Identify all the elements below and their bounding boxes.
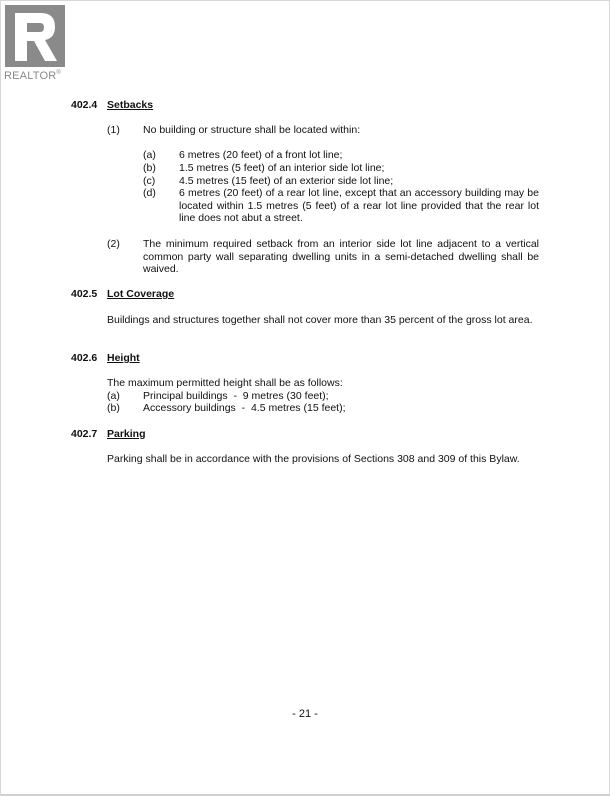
- section-title: Height: [107, 352, 140, 364]
- height-item-b: [107, 402, 539, 416]
- section-number: 402.7: [71, 428, 98, 440]
- setback-subitem-a: [143, 149, 539, 163]
- item-label: (1): [107, 124, 120, 136]
- height-intro-text: The maximum permitted height shall be as follows:: [107, 377, 343, 389]
- subitem-text: 6 metres (20 feet) of a rear lot line, except that an accessory building may be located within 1.5 metres (5 feet) of a rear lot line provided that the rear lot line does not abut a street.: [179, 187, 539, 224]
- logo-text: REALTOR: [4, 70, 57, 82]
- subitem-text: 6 metres (20 feet) of a front lot line;: [179, 149, 343, 161]
- item-label: (b): [107, 402, 120, 414]
- item-text: Principal buildings - 9 metres (30 feet);: [143, 390, 329, 402]
- subitem-label: (b): [143, 162, 156, 174]
- subitem-label: (c): [143, 175, 156, 187]
- item-text: Accessory buildings - 4.5 metres (15 feet);: [143, 402, 346, 414]
- subitem-text: 4.5 metres (15 feet) of an exterior side lot line;: [179, 175, 394, 187]
- subitem-text: 1.5 metres (5 feet) of an interior side lot line;: [179, 162, 385, 174]
- section-number: 402.5: [71, 288, 98, 300]
- subitem-label: (d): [143, 187, 156, 199]
- section-number: 402.4: [71, 99, 98, 111]
- parking-text: Parking shall be in accordance with the provisions of Sections 308 and 309 of this Bylaw.: [107, 453, 520, 465]
- item-text: The minimum required setback from an interior side lot line adjacent to a vertical common party wall separating dwelling units in a semi-detached dwelling shall be waived.: [143, 238, 539, 275]
- setback-subitem-d: [143, 187, 539, 227]
- setback-item-1: [107, 124, 539, 138]
- item-label: (2): [107, 238, 120, 250]
- subitem-label: (a): [143, 149, 156, 161]
- section-number: 402.6: [71, 352, 98, 364]
- section-title: Setbacks: [107, 99, 154, 111]
- section-heading-lot-coverage: [71, 288, 174, 301]
- section-title: Lot Coverage: [107, 288, 175, 300]
- section-heading-parking: [71, 428, 146, 441]
- item-text: No building or structure shall be located within:: [143, 124, 361, 136]
- item-label: (a): [107, 390, 120, 402]
- section-heading-height: [71, 352, 140, 365]
- setback-subitem-b: [143, 162, 539, 176]
- logo-registered-mark: ®: [56, 70, 61, 76]
- page-number: - 21 -: [292, 708, 318, 720]
- lot-coverage-text: Buildings and structures together shall not cover more than 35 percent of the gross lot area.: [107, 314, 533, 326]
- setback-item-2: [107, 238, 539, 278]
- section-heading-setbacks: [71, 99, 153, 112]
- section-title: Parking: [107, 428, 146, 440]
